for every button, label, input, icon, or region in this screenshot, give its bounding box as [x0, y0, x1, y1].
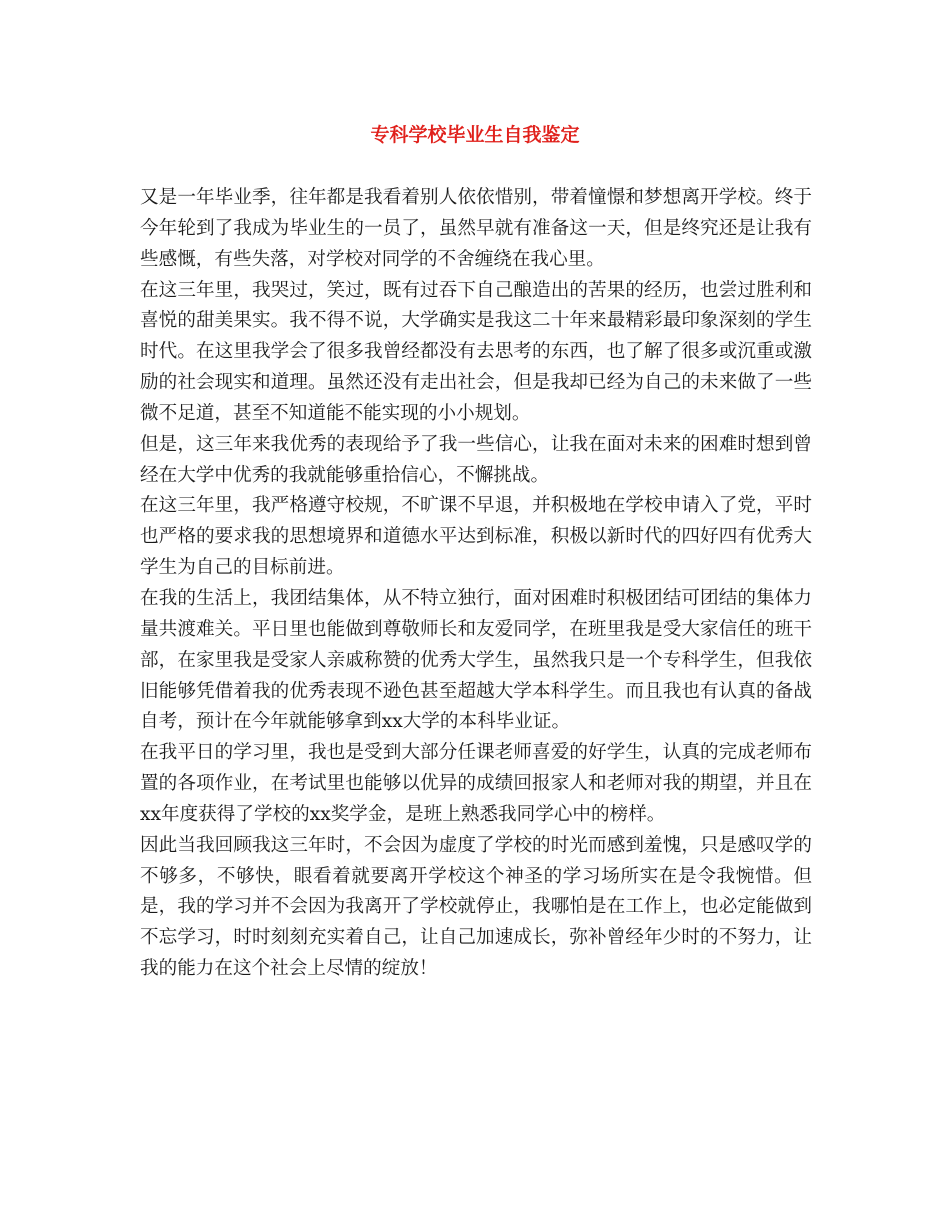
paragraph-1: 又是一年毕业季，往年都是我看着别人依依惜别，带着憧憬和梦想离开学校。终于今年轮到了我成为毕业生的一员了，虽然早就有准备这一天，但是终究还是让我有些感慨，有些失落，对学校对同学的不舍缠绕在我心里。	[140, 187, 812, 270]
paragraph-6: 在我平日的学习里，我也是受到大部分任课老师喜爱的好学生，认真的完成老师布置的各项作业，在考试里也能够以优异的成绩回报家人和老师对我的期望，并且在xx年度获得了学校的xx奖学金，是班上熟悉我同学心中的榜样。	[140, 742, 812, 825]
paragraph-5: 在我的生活上，我团结集体，从不特立独行，面对困难时积极团结可团结的集体力量共渡难关。平日里也能做到尊敬师长和友爱同学，在班里我是受大家信任的班干部，在家里我是受家人亲戚称赞的优秀大学生，虽然我只是一个专科学生，但我依旧能够凭借着我的优秀表现不逊色甚至超越大学本科学生。而且我也有认真的备战自考，预计在今年就能够拿到xx大学的本科毕业证。	[140, 587, 812, 733]
document-body	[140, 183, 812, 985]
paragraph-2: 在这三年里，我哭过，笑过，既有过吞下自己酿造出的苦果的经历，也尝过胜利和喜悦的甜美果实。我不得不说，大学确实是我这二十年来最精彩最印象深刻的学生时代。在这里我学会了很多我曾经都没有去思考的东西，也了解了很多或沉重或激励的社会现实和道理。虽然还没有走出社会，但是我却已经为自己的未来做了一些微不足道，甚至不知道能不能实现的小小规划。	[140, 279, 812, 424]
paragraph-4: 在这三年里，我严格遵守校规，不旷课不早退，并积极地在学校申请入了党，平时也严格的要求我的思想境界和道德水平达到标准，积极以新时代的四好四有优秀大学生为自己的目标前进。	[140, 495, 812, 579]
paragraph-7: 因此当我回顾我这三年时，不会因为虚度了学校的时光而感到羞愧，只是感叹学的不够多，不够快，眼看着就要离开学校这个神圣的学习场所实在是令我惋惜。但是，我的学习并不会因为我离开了学校就停止，我哪怕是在工作上，也必定能做到不忘学习，时时刻刻充实着自己，让自己加速成长，弥补曾经年少时的不努力，让我的能力在这个社会上尽情的绽放！	[140, 834, 812, 980]
document-title: 专科学校毕业生自我鉴定	[370, 124, 580, 146]
paragraph-3: 但是，这三年来我优秀的表现给予了我一些信心，让我在面对未来的困难时想到曾经在大学中优秀的我就能够重拾信心，不懈挑战。	[140, 433, 812, 486]
